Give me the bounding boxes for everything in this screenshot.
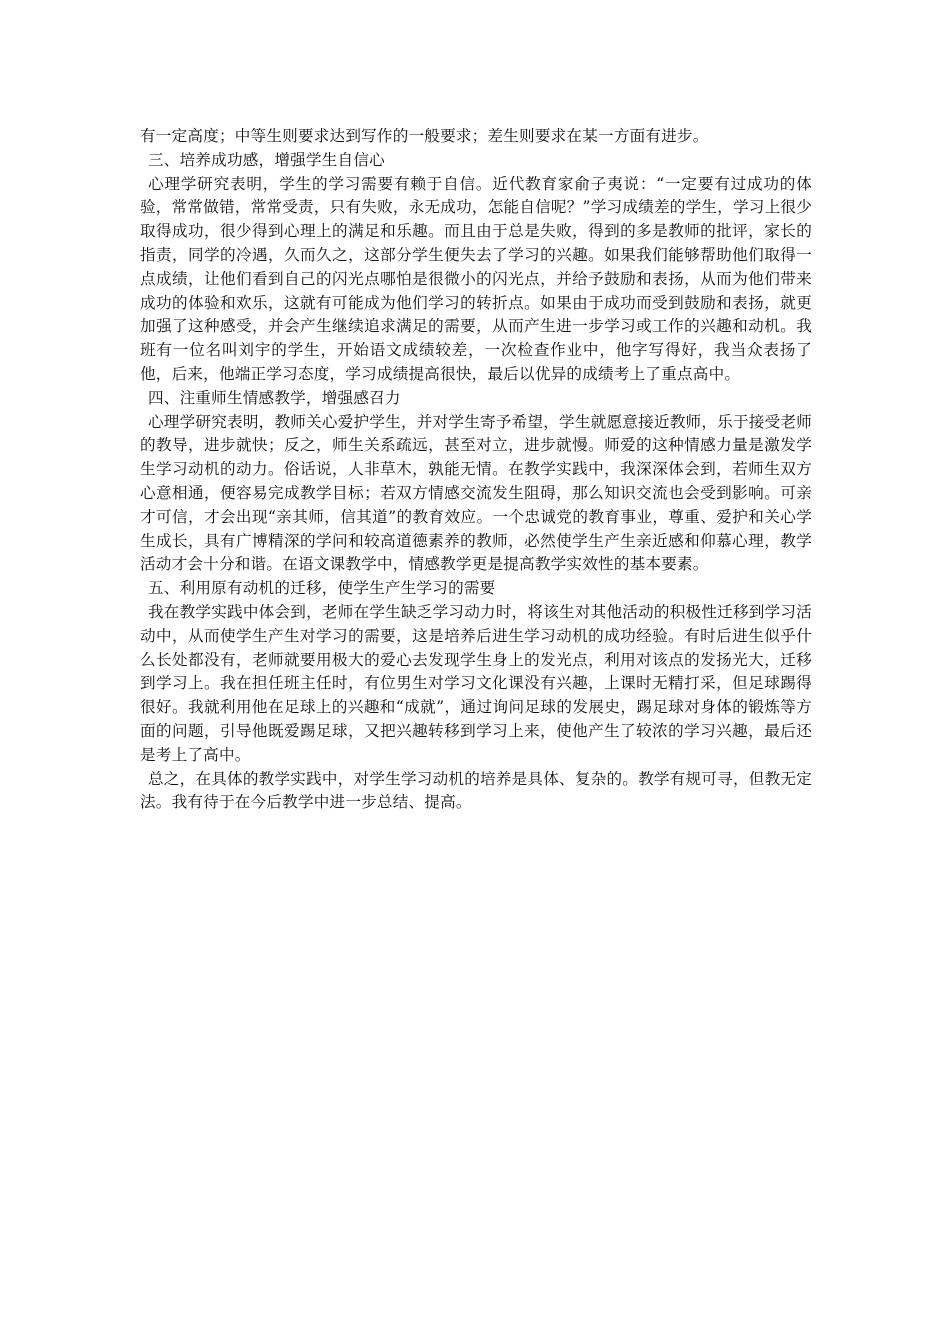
- section-heading-5: 五、利用原有动机的迁移，使学生产生学习的需要: [148, 579, 496, 598]
- paragraph-section-3: 心理学研究表明，学生的学习需要有赖于自信。近代教育家俞子夷说：“一定要有过成功的体验，常常做错，常常受责，只有失败，永无成功，怎能自信呢？”学习成绩差的学生，学习上很少取得成功，很少得到心理上的满足和乐趣。而且由于总是失败，得到的多是教师的批评，家长的指责，同学的冷遇，久而久之，这部分学生便失去了学习的兴趣。如果我们能够帮助他们取得一点成绩，让他们看到自己的闪光点哪怕是很微小的闪光点，并给予鼓励和表扬，从而为他们带来成功的体验和欢乐，这就有可能成为他们学习的转折点。如果由于成功而受到鼓励和表扬，就更加强了这种感受，并会产生继续追求满足的需要，从而产生进一步学习或工作的兴趣和动机。我班有一位名叫刘宇的学生，开始语文成绩较差，一次检查作业中，他字写得好，我当众表扬了他，后来，他端正学习态度，学习成绩提高很快，最后以优异的成绩考上了重点高中。: [140, 174, 812, 383]
- section-heading-4: 四、注重师生情感教学，增强感召力: [148, 388, 401, 407]
- paragraph-continuation: 有一定高度；中等生则要求达到写作的一般要求；差生则要求在某一方面有进步。: [140, 127, 709, 145]
- paragraph-section-5: 我在教学实践中体会到，老师在学生缺乏学习动力时，将该生对其他活动的积极性迁移到学习活动中，从而使学生产生对学习的需要，这是培养后进生学习动机的成功经验。有时后进生似乎什么长处都没有，老师就要用极大的爱心去发现学生身上的发光点，利用对该点的发扬光大，迁移到学习上。我在担任班主任时，有位男生对学习文化课没有兴趣，上课时无精打采，但足球踢得很好。我就利用他在足球上的兴趣和“成就”，通过询问足球的发展史，踢足球对身体的锻炼等方面的问题，引导他既爱踢足球，又把兴趣转移到学习上来，使他产生了较浓的学习兴趣，最后还是考上了高中。: [140, 602, 812, 764]
- paragraph-section-4: 心理学研究表明，教师关心爱护学生，并对学生寄予希望，学生就愿意接近教师，乐于接受老师的教导，进步就快；反之，师生关系疏远，甚至对立，进步就慢。师爱的这种情感力量是激发学生学习动机的动力。俗话说，人非草木，孰能无情。在教学实践中，我深深体会到，若师生双方心意相通，便容易完成教学目标；若双方情感交流发生阻碍，那么知识交流也会受到影响。可亲才可信，才会出现“亲其师，信其道”的教育效应。一个忠诚党的教育事业，尊重、爱护和关心学生成长，具有广博精深的学问和较高道德素养的教师，必然使学生产生亲近感和仰慕心理，教学活动才会十分和谐。在语文课教学中，情感教学更是提高教学实效性的基本要素。: [140, 412, 812, 574]
- section-heading-3: 三、培养成功感，增强学生自信心: [148, 150, 385, 169]
- document-body: [140, 125, 812, 815]
- paragraph-conclusion: 总之，在具体的教学实践中，对学生学习动机的培养是具体、复杂的。教学有规可寻，但教无定法。我有待于在今后教学中进一步总结、提高。: [140, 769, 812, 812]
